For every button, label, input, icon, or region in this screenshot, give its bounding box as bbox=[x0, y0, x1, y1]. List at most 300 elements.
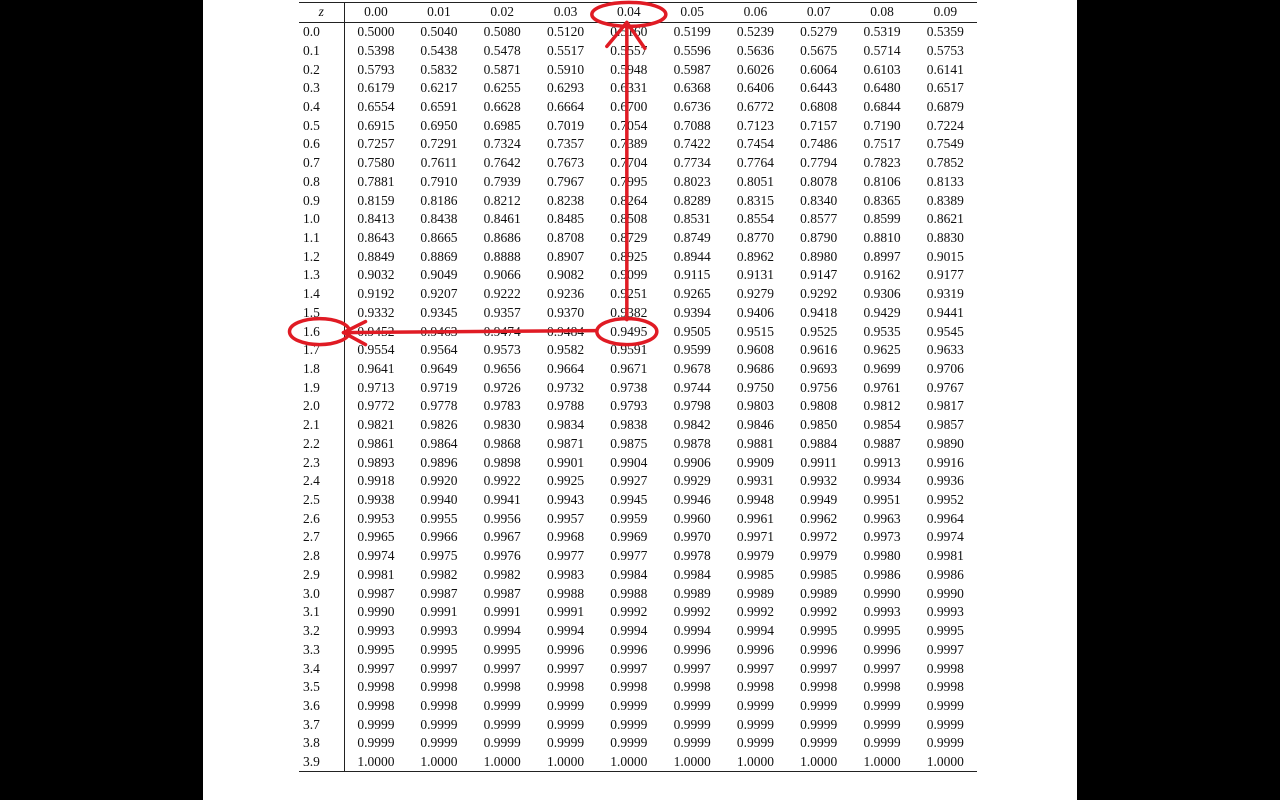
table-row bbox=[299, 416, 977, 435]
row-z-label: 2.3 bbox=[299, 453, 344, 472]
table-cell: 0.9706 bbox=[926, 361, 964, 377]
table-row bbox=[299, 509, 977, 528]
table-cell: 0.9963 bbox=[863, 510, 901, 526]
table-row bbox=[299, 285, 977, 304]
table-cell: 0.9545 bbox=[926, 323, 964, 339]
table-cell: 0.9049 bbox=[420, 267, 458, 283]
table-cell: 0.9732 bbox=[546, 379, 585, 395]
table-cell: 0.9418 bbox=[800, 304, 838, 320]
table-cell: 0.8869 bbox=[420, 248, 458, 264]
table-cell: 0.5910 bbox=[546, 61, 585, 77]
table-cell: 0.8264 bbox=[610, 192, 648, 208]
table-cell: 0.8810 bbox=[863, 229, 901, 245]
table-cell: 0.9997 bbox=[483, 660, 521, 676]
table-cell: 0.9591 bbox=[610, 342, 648, 358]
table-cell: 0.9382 bbox=[610, 304, 648, 320]
table-cell: 0.9222 bbox=[483, 286, 521, 302]
table-row bbox=[299, 98, 977, 117]
table-cell: 0.9999 bbox=[357, 735, 395, 751]
table-cell: 0.8531 bbox=[673, 211, 711, 227]
table-cell: 0.6064 bbox=[800, 61, 838, 77]
table-cell: 0.8729 bbox=[610, 229, 648, 245]
table-cell: 0.6700 bbox=[610, 98, 648, 114]
table-cell: 0.9846 bbox=[736, 417, 774, 433]
table-cell: 0.9192 bbox=[357, 286, 395, 302]
column-header: 0.05 bbox=[680, 4, 704, 20]
table-cell: 0.9983 bbox=[546, 566, 585, 582]
table-cell: 1.0000 bbox=[736, 754, 774, 770]
table-cell: 0.5517 bbox=[546, 42, 585, 58]
table-cell: 0.5040 bbox=[420, 24, 458, 40]
table-cell: 0.9999 bbox=[546, 716, 585, 732]
table-cell: 0.8508 bbox=[610, 211, 648, 227]
table-row bbox=[299, 640, 977, 659]
table-cell: 0.8599 bbox=[863, 211, 901, 227]
table-cell: 0.9916 bbox=[926, 454, 964, 470]
table-cell: 0.5080 bbox=[483, 24, 521, 40]
table-cell: 0.9713 bbox=[357, 379, 395, 395]
table-cell: 0.9803 bbox=[736, 398, 774, 414]
table-cell: 0.9913 bbox=[863, 454, 901, 470]
row-z-label: 1.6 bbox=[299, 322, 344, 341]
table-cell: 0.9918 bbox=[357, 473, 395, 489]
table-cell: 0.9964 bbox=[926, 510, 964, 526]
column-header: 0.09 bbox=[933, 4, 958, 20]
table-cell: 0.9884 bbox=[800, 435, 838, 451]
table-row bbox=[299, 435, 977, 454]
table-cell: 0.9999 bbox=[483, 716, 521, 732]
table-cell: 0.9999 bbox=[546, 697, 585, 713]
table-cell: 0.9686 bbox=[736, 361, 774, 377]
table-cell: 0.7054 bbox=[610, 117, 648, 133]
column-header: 0.07 bbox=[806, 4, 831, 20]
table-cell: 0.9995 bbox=[483, 641, 521, 657]
table-cell: 0.5832 bbox=[420, 61, 458, 77]
column-header: 0.04 bbox=[617, 4, 641, 20]
table-cell: 0.7580 bbox=[357, 155, 395, 171]
table-cell: 0.9767 bbox=[926, 379, 964, 395]
table-cell: 0.9998 bbox=[357, 697, 395, 713]
table-cell: 0.9370 bbox=[546, 304, 585, 320]
table-cell: 0.7823 bbox=[863, 155, 901, 171]
table-cell: 0.9999 bbox=[673, 716, 711, 732]
table-cell: 0.9993 bbox=[357, 623, 395, 639]
table-row bbox=[299, 678, 977, 697]
table-row bbox=[299, 247, 977, 266]
row-z-label: 0.8 bbox=[299, 172, 344, 191]
table-cell: 0.9495 bbox=[610, 323, 648, 339]
table-cell: 0.6406 bbox=[736, 80, 774, 96]
table-cell: 0.9332 bbox=[357, 304, 395, 320]
table-cell: 0.5239 bbox=[736, 24, 774, 40]
table-cell: 0.9995 bbox=[863, 623, 901, 639]
table-cell: 0.9319 bbox=[926, 286, 964, 302]
table-cell: 0.9854 bbox=[863, 417, 901, 433]
table-cell: 0.9750 bbox=[736, 379, 774, 395]
table-cell: 0.9992 bbox=[736, 604, 774, 620]
table-cell: 0.8315 bbox=[736, 192, 774, 208]
table-cell: 0.9564 bbox=[420, 342, 458, 358]
table-cell: 0.9131 bbox=[736, 267, 774, 283]
table-row bbox=[299, 715, 977, 734]
table-cell: 0.9998 bbox=[610, 679, 648, 695]
table-cell: 0.9236 bbox=[546, 286, 585, 302]
table-cell: 0.9931 bbox=[736, 473, 774, 489]
table-cell: 0.9967 bbox=[483, 529, 521, 545]
table-cell: 0.9979 bbox=[736, 548, 774, 564]
table-cell: 0.9429 bbox=[863, 304, 901, 320]
table-cell: 0.7910 bbox=[420, 173, 458, 189]
table-cell: 0.9573 bbox=[483, 342, 521, 358]
table-cell: 0.9995 bbox=[926, 623, 964, 639]
table-cell: 0.9953 bbox=[357, 510, 395, 526]
table-cell: 0.7224 bbox=[926, 117, 964, 133]
table-cell: 0.6879 bbox=[926, 98, 964, 114]
table-cell: 0.5793 bbox=[357, 61, 395, 77]
table-cell: 0.9999 bbox=[800, 697, 838, 713]
table-cell: 0.9406 bbox=[736, 304, 774, 320]
table-cell: 0.8289 bbox=[673, 192, 711, 208]
table-cell: 0.9996 bbox=[546, 641, 585, 657]
table-cell: 0.9927 bbox=[610, 473, 648, 489]
table-cell: 0.9995 bbox=[420, 641, 458, 657]
table-cell: 0.9984 bbox=[610, 566, 648, 582]
table-cell: 0.9999 bbox=[800, 716, 838, 732]
column-header: 0.00 bbox=[364, 4, 388, 20]
table-cell: 0.8708 bbox=[546, 229, 585, 245]
table-cell: 0.9441 bbox=[926, 304, 964, 320]
table-cell: 0.9608 bbox=[736, 342, 774, 358]
table-row bbox=[299, 79, 977, 98]
table-cell: 0.9279 bbox=[736, 286, 774, 302]
table-cell: 1.0000 bbox=[420, 754, 458, 770]
row-z-label: 3.7 bbox=[299, 715, 344, 734]
table-cell: 0.9993 bbox=[863, 604, 901, 620]
table-cell: 0.9995 bbox=[357, 641, 395, 657]
table-cell: 0.5675 bbox=[800, 42, 838, 58]
table-cell: 0.9973 bbox=[863, 529, 901, 545]
table-cell: 0.9966 bbox=[420, 529, 458, 545]
table-cell: 0.9981 bbox=[926, 548, 964, 564]
table-cell: 0.6103 bbox=[863, 61, 901, 77]
table-cell: 0.9906 bbox=[673, 454, 711, 470]
table-cell: 0.7673 bbox=[546, 155, 585, 171]
table-cell: 0.9997 bbox=[420, 660, 458, 676]
table-row bbox=[299, 659, 977, 678]
table-cell: 0.9992 bbox=[610, 604, 648, 620]
table-cell: 0.5160 bbox=[610, 24, 648, 40]
table-cell: 0.9980 bbox=[863, 548, 901, 564]
table-cell: 0.9871 bbox=[546, 435, 585, 451]
table-cell: 0.7794 bbox=[800, 155, 838, 171]
table-cell: 0.9987 bbox=[420, 585, 458, 601]
table-row bbox=[299, 622, 977, 641]
table-cell: 0.9817 bbox=[926, 398, 964, 414]
table-cell: 0.9997 bbox=[357, 660, 395, 676]
table-cell: 0.9693 bbox=[800, 361, 838, 377]
table-cell: 0.8186 bbox=[420, 192, 458, 208]
table-cell: 0.9959 bbox=[610, 510, 648, 526]
table-cell: 0.8925 bbox=[610, 248, 648, 264]
column-header: 0.06 bbox=[743, 4, 768, 20]
table-cell: 0.9911 bbox=[800, 454, 838, 470]
table-cell: 0.9345 bbox=[420, 304, 458, 320]
table-cell: 0.5948 bbox=[610, 61, 648, 77]
table-cell: 0.9998 bbox=[357, 679, 395, 695]
table-cell: 0.9890 bbox=[926, 435, 964, 451]
table-cell: 0.7257 bbox=[357, 136, 395, 152]
table-cell: 0.6591 bbox=[420, 98, 458, 114]
row-z-label: 0.9 bbox=[299, 191, 344, 210]
table-cell: 0.5000 bbox=[357, 24, 395, 40]
table-cell: 0.9177 bbox=[926, 267, 964, 283]
table-cell: 0.9671 bbox=[610, 361, 648, 377]
table-cell: 0.9972 bbox=[800, 529, 838, 545]
row-z-label: 1.2 bbox=[299, 247, 344, 266]
table-row bbox=[299, 566, 977, 585]
table-row bbox=[299, 154, 977, 173]
row-z-label: 2.9 bbox=[299, 566, 344, 585]
table-cell: 0.9582 bbox=[546, 342, 585, 358]
table-cell: 0.9999 bbox=[357, 716, 395, 732]
column-header: 0.01 bbox=[427, 4, 451, 20]
table-cell: 0.9932 bbox=[800, 473, 838, 489]
table-cell: 0.9999 bbox=[610, 716, 648, 732]
table-cell: 0.9726 bbox=[483, 379, 521, 395]
table-cell: 0.9998 bbox=[926, 660, 964, 676]
table-cell: 0.9616 bbox=[800, 342, 838, 358]
table-cell: 0.8888 bbox=[483, 248, 521, 264]
table-cell: 0.9998 bbox=[926, 679, 964, 695]
table-cell: 1.0000 bbox=[926, 754, 964, 770]
table-cell: 0.9998 bbox=[420, 697, 458, 713]
table-cell: 0.9987 bbox=[483, 585, 521, 601]
table-cell: 0.9641 bbox=[357, 361, 395, 377]
table-cell: 0.9991 bbox=[546, 604, 585, 620]
table-cell: 0.9998 bbox=[420, 679, 458, 695]
table-cell: 0.9996 bbox=[610, 641, 648, 657]
table-cell: 0.7764 bbox=[736, 155, 774, 171]
table-cell: 0.7291 bbox=[420, 136, 458, 152]
row-z-label: 2.8 bbox=[299, 547, 344, 566]
table-cell: 0.9992 bbox=[800, 604, 838, 620]
table-cell: 0.9949 bbox=[800, 492, 838, 508]
table-cell: 0.5398 bbox=[357, 42, 395, 58]
table-cell: 0.5319 bbox=[863, 24, 901, 40]
table-row bbox=[299, 753, 977, 772]
table-cell: 0.9162 bbox=[863, 267, 901, 283]
table-cell: 0.8577 bbox=[800, 211, 838, 227]
table-cell: 0.9999 bbox=[863, 716, 901, 732]
table-cell: 0.9994 bbox=[546, 623, 585, 639]
table-cell: 0.9985 bbox=[736, 566, 774, 582]
table-cell: 0.9999 bbox=[926, 697, 964, 713]
table-cell: 0.9292 bbox=[800, 286, 838, 302]
table-row bbox=[299, 341, 977, 360]
table-cell: 0.9999 bbox=[610, 697, 648, 713]
table-cell: 0.9515 bbox=[736, 323, 774, 339]
table-cell: 0.9999 bbox=[736, 716, 774, 732]
table-cell: 0.9265 bbox=[673, 286, 711, 302]
table-cell: 0.9744 bbox=[673, 379, 711, 395]
table-cell: 0.9015 bbox=[926, 248, 964, 264]
table-cell: 0.6985 bbox=[483, 117, 521, 133]
table-cell: 0.6844 bbox=[863, 98, 901, 114]
table-cell: 0.9633 bbox=[926, 342, 964, 358]
table-cell: 0.7190 bbox=[863, 117, 901, 133]
table-cell: 0.9986 bbox=[863, 566, 901, 582]
table-cell: 1.0000 bbox=[546, 754, 585, 770]
table-cell: 0.9893 bbox=[357, 454, 395, 470]
table-cell: 0.5438 bbox=[420, 42, 458, 58]
table-cell: 0.9808 bbox=[800, 398, 838, 414]
table-cell: 0.9977 bbox=[546, 548, 585, 564]
table-cell: 0.9989 bbox=[800, 585, 838, 601]
table-cell: 1.0000 bbox=[800, 754, 838, 770]
table-cell: 0.9999 bbox=[736, 697, 774, 713]
table-row bbox=[299, 734, 977, 753]
table-cell: 0.6554 bbox=[357, 98, 395, 114]
table-cell: 0.9968 bbox=[546, 529, 585, 545]
table-cell: 0.6664 bbox=[546, 98, 585, 114]
table-row bbox=[299, 22, 977, 41]
table-cell: 0.9861 bbox=[357, 435, 395, 451]
table-cell: 0.9898 bbox=[483, 454, 521, 470]
table-cell: 0.9978 bbox=[673, 548, 711, 564]
table-cell: 0.9999 bbox=[673, 697, 711, 713]
table-cell: 0.9756 bbox=[800, 379, 838, 395]
table-cell: 0.7995 bbox=[610, 173, 648, 189]
table-cell: 0.9999 bbox=[926, 716, 964, 732]
table-cell: 0.9778 bbox=[420, 398, 458, 414]
table-cell: 0.9984 bbox=[673, 566, 711, 582]
table-cell: 0.9904 bbox=[610, 454, 648, 470]
row-z-label: 2.7 bbox=[299, 528, 344, 547]
table-cell: 0.9994 bbox=[673, 623, 711, 639]
table-row bbox=[299, 360, 977, 379]
table-cell: 0.9961 bbox=[736, 510, 774, 526]
table-cell: 0.9761 bbox=[863, 379, 901, 395]
table-cell: 0.9772 bbox=[357, 398, 395, 414]
table-cell: 0.5871 bbox=[483, 61, 521, 77]
table-row bbox=[299, 60, 977, 79]
table-cell: 0.9974 bbox=[357, 548, 395, 564]
table-cell: 1.0000 bbox=[610, 754, 648, 770]
table-cell: 0.9625 bbox=[863, 342, 901, 358]
table-cell: 0.9147 bbox=[800, 267, 838, 283]
table-cell: 0.5279 bbox=[800, 24, 838, 40]
row-z-label: 3.6 bbox=[299, 697, 344, 716]
table-cell: 0.9463 bbox=[420, 323, 458, 339]
table-cell: 0.8980 bbox=[800, 248, 838, 264]
table-cell: 0.9943 bbox=[546, 492, 585, 508]
table-cell: 0.9649 bbox=[420, 361, 458, 377]
table-cell: 0.9986 bbox=[926, 566, 964, 582]
table-cell: 0.9474 bbox=[483, 323, 521, 339]
table-cell: 0.7611 bbox=[420, 155, 458, 171]
table-cell: 0.9115 bbox=[673, 267, 711, 283]
table-cell: 0.9974 bbox=[926, 529, 964, 545]
table-cell: 0.9999 bbox=[736, 735, 774, 751]
table-cell: 0.9956 bbox=[483, 510, 521, 526]
row-z-label: 3.8 bbox=[299, 734, 344, 753]
table-cell: 0.8340 bbox=[800, 192, 838, 208]
table-cell: 0.9656 bbox=[483, 361, 521, 377]
table-cell: 0.9999 bbox=[926, 735, 964, 751]
table-cell: 0.9955 bbox=[420, 510, 458, 526]
table-cell: 0.9977 bbox=[610, 548, 648, 564]
table-cell: 0.9999 bbox=[420, 735, 458, 751]
table-cell: 0.9940 bbox=[420, 492, 458, 508]
table-cell: 0.6736 bbox=[673, 98, 711, 114]
table-row bbox=[299, 584, 977, 603]
table-cell: 0.9941 bbox=[483, 492, 521, 508]
document-page bbox=[203, 0, 1077, 800]
table-cell: 0.9066 bbox=[483, 267, 521, 283]
table-cell: 0.9990 bbox=[863, 585, 901, 601]
table-cell: 0.9997 bbox=[546, 660, 585, 676]
table-cell: 0.9922 bbox=[483, 473, 521, 489]
table-cell: 0.9985 bbox=[800, 566, 838, 582]
table-cell: 0.9990 bbox=[926, 585, 964, 601]
table-cell: 0.9812 bbox=[863, 398, 901, 414]
table-cell: 0.9896 bbox=[420, 454, 458, 470]
table-cell: 0.8643 bbox=[357, 229, 395, 245]
table-cell: 0.7123 bbox=[736, 117, 774, 133]
table-row bbox=[299, 116, 977, 135]
table-cell: 0.9788 bbox=[546, 398, 585, 414]
table-row bbox=[299, 210, 977, 229]
table-cell: 0.9032 bbox=[357, 267, 395, 283]
table-row bbox=[299, 472, 977, 491]
table-cell: 0.9864 bbox=[420, 435, 458, 451]
table-cell: 0.8749 bbox=[673, 229, 711, 245]
table-cell: 0.5199 bbox=[673, 24, 711, 40]
table-cell: 0.9951 bbox=[863, 492, 901, 508]
table-cell: 0.9821 bbox=[357, 417, 395, 433]
row-z-label: 0.2 bbox=[299, 60, 344, 79]
table-cell: 0.9989 bbox=[673, 585, 711, 601]
table-cell: 0.9962 bbox=[800, 510, 838, 526]
table-cell: 0.6331 bbox=[610, 80, 648, 96]
table-row bbox=[299, 491, 977, 510]
table-cell: 0.6480 bbox=[863, 80, 901, 96]
row-z-label: 2.0 bbox=[299, 397, 344, 416]
row-z-label: 1.3 bbox=[299, 266, 344, 285]
table-cell: 0.9868 bbox=[483, 435, 521, 451]
table-row bbox=[299, 697, 977, 716]
table-cell: 0.9207 bbox=[420, 286, 458, 302]
row-z-label: 1.9 bbox=[299, 378, 344, 397]
table-cell: 0.9082 bbox=[546, 267, 585, 283]
table-cell: 0.7357 bbox=[546, 136, 585, 152]
table-row bbox=[299, 191, 977, 210]
table-cell: 0.8461 bbox=[483, 211, 521, 227]
table-cell: 0.9881 bbox=[736, 435, 774, 451]
table-cell: 0.9948 bbox=[736, 492, 774, 508]
table-cell: 0.6368 bbox=[673, 80, 711, 96]
table-cell: 0.9979 bbox=[800, 548, 838, 564]
table-cell: 0.9997 bbox=[926, 641, 964, 657]
table-cell: 0.9997 bbox=[800, 660, 838, 676]
table-cell: 1.0000 bbox=[863, 754, 901, 770]
table-row bbox=[299, 304, 977, 323]
table-cell: 0.6255 bbox=[483, 80, 521, 96]
table-cell: 0.9887 bbox=[863, 435, 901, 451]
table-cell: 0.9875 bbox=[610, 435, 648, 451]
table-cell: 0.9838 bbox=[610, 417, 648, 433]
table-cell: 0.9798 bbox=[673, 398, 711, 414]
